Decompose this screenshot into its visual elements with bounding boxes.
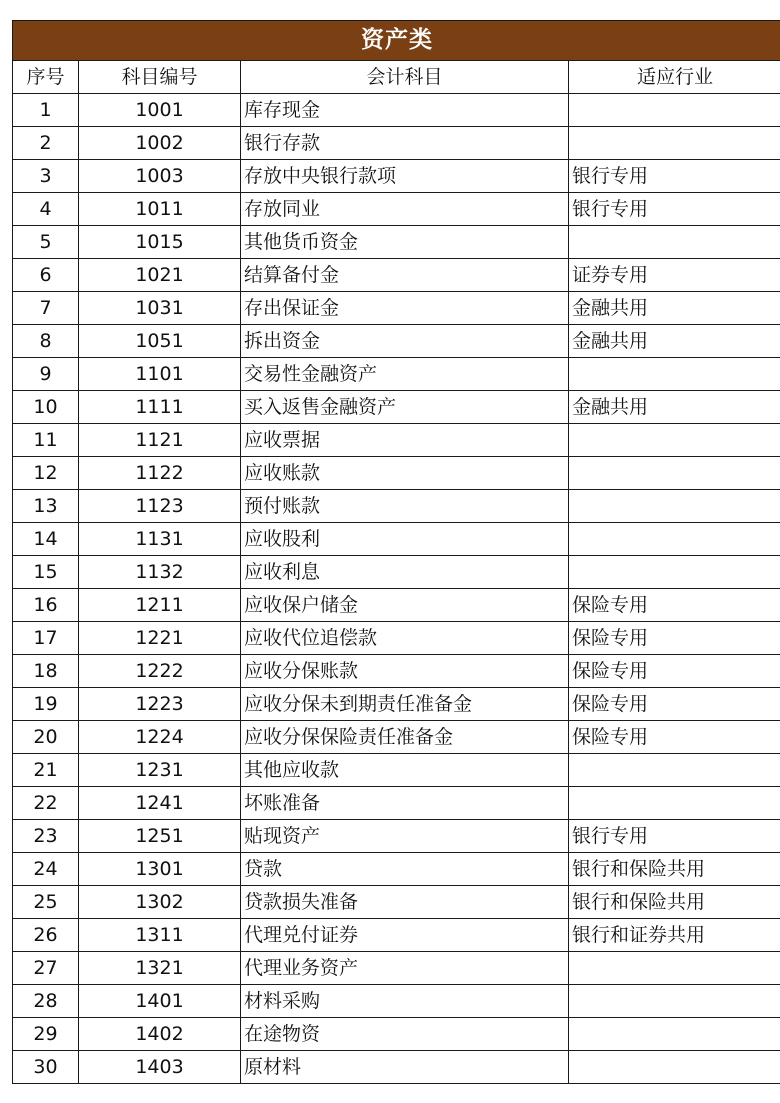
cell-code: 1003 [79,160,241,193]
cell-code: 1011 [79,193,241,226]
cell-account-name: 结算备付金 [241,259,569,292]
table-row [13,259,780,292]
cell-account-name: 应收保户储金 [241,589,569,622]
table-row [13,952,780,985]
cell-account-name: 代理兑付证券 [241,919,569,952]
cell-account-name: 拆出资金 [241,325,569,358]
cell-seq: 19 [13,688,79,721]
cell-account-name: 交易性金融资产 [241,358,569,391]
cell-account-name: 其他货币资金 [241,226,569,259]
table-body [13,94,780,1084]
cell-seq: 13 [13,490,79,523]
cell-industry [569,556,780,589]
cell-account-name: 应收代位追偿款 [241,622,569,655]
cell-account-name: 坏账准备 [241,787,569,820]
cell-code: 1051 [79,325,241,358]
cell-industry [569,490,780,523]
cell-code: 1403 [79,1051,241,1084]
cell-account-name: 银行存款 [241,127,569,160]
cell-code: 1131 [79,523,241,556]
cell-industry: 保险专用 [569,589,780,622]
header-seq: 序号 [13,61,79,94]
table-row [13,886,780,919]
cell-seq: 28 [13,985,79,1018]
cell-seq: 3 [13,160,79,193]
cell-seq: 26 [13,919,79,952]
cell-account-name: 应收利息 [241,556,569,589]
cell-seq: 2 [13,127,79,160]
cell-account-name: 贷款 [241,853,569,886]
cell-seq: 21 [13,754,79,787]
cell-account-name: 应收分保账款 [241,655,569,688]
cell-seq: 15 [13,556,79,589]
cell-industry [569,358,780,391]
cell-industry: 银行专用 [569,820,780,853]
table-row [13,457,780,490]
cell-code: 1001 [79,94,241,127]
cell-industry: 保险专用 [569,622,780,655]
cell-code: 1401 [79,985,241,1018]
cell-seq: 18 [13,655,79,688]
cell-seq: 11 [13,424,79,457]
table-row [13,1018,780,1051]
cell-code: 1211 [79,589,241,622]
cell-code: 1002 [79,127,241,160]
cell-industry [569,226,780,259]
cell-code: 1101 [79,358,241,391]
cell-code: 1031 [79,292,241,325]
cell-industry [569,952,780,985]
cell-seq: 1 [13,94,79,127]
cell-code: 1123 [79,490,241,523]
cell-code: 1111 [79,391,241,424]
cell-industry [569,424,780,457]
cell-account-name: 应收票据 [241,424,569,457]
cell-seq: 14 [13,523,79,556]
cell-account-name: 原材料 [241,1051,569,1084]
cell-code: 1224 [79,721,241,754]
cell-industry: 银行和保险共用 [569,853,780,886]
cell-code: 1122 [79,457,241,490]
cell-industry [569,94,780,127]
table-row [13,622,780,655]
cell-code: 1223 [79,688,241,721]
cell-seq: 30 [13,1051,79,1084]
cell-seq: 17 [13,622,79,655]
cell-code: 1015 [79,226,241,259]
table-row [13,160,780,193]
cell-code: 1301 [79,853,241,886]
cell-industry [569,1051,780,1084]
table-row [13,193,780,226]
table-row [13,985,780,1018]
cell-account-name: 材料采购 [241,985,569,1018]
table-row [13,226,780,259]
cell-industry [569,523,780,556]
cell-seq: 4 [13,193,79,226]
cell-code: 1251 [79,820,241,853]
table-row [13,358,780,391]
header-code: 科目编号 [79,61,241,94]
cell-code: 1402 [79,1018,241,1051]
header-row [13,61,780,94]
cell-seq: 29 [13,1018,79,1051]
cell-industry [569,127,780,160]
cell-code: 1241 [79,787,241,820]
table-row [13,754,780,787]
table-row [13,820,780,853]
cell-account-name: 应收股利 [241,523,569,556]
cell-seq: 20 [13,721,79,754]
cell-industry: 银行和证券共用 [569,919,780,952]
cell-code: 1321 [79,952,241,985]
cell-industry [569,457,780,490]
table-title: 资产类 [13,21,780,61]
table-row [13,325,780,358]
cell-seq: 27 [13,952,79,985]
cell-industry: 银行专用 [569,160,780,193]
table-row [13,721,780,754]
cell-code: 1221 [79,622,241,655]
cell-account-name: 其他应收款 [241,754,569,787]
cell-code: 1132 [79,556,241,589]
cell-code: 1121 [79,424,241,457]
cell-industry [569,1018,780,1051]
cell-code: 1311 [79,919,241,952]
table-row [13,1051,780,1084]
cell-seq: 6 [13,259,79,292]
table-row [13,589,780,622]
cell-industry: 金融共用 [569,391,780,424]
cell-seq: 5 [13,226,79,259]
cell-industry: 保险专用 [569,655,780,688]
table-row [13,919,780,952]
cell-industry: 金融共用 [569,292,780,325]
cell-account-name: 代理业务资产 [241,952,569,985]
cell-account-name: 存出保证金 [241,292,569,325]
table-row [13,688,780,721]
cell-seq: 8 [13,325,79,358]
table-row [13,391,780,424]
table-row [13,523,780,556]
table-row [13,127,780,160]
cell-seq: 16 [13,589,79,622]
cell-industry [569,754,780,787]
header-industry: 适应行业 [569,61,780,94]
cell-account-name: 存放同业 [241,193,569,226]
table-row [13,556,780,589]
cell-account-name: 库存现金 [241,94,569,127]
cell-industry: 金融共用 [569,325,780,358]
cell-industry [569,787,780,820]
table-row [13,490,780,523]
cell-industry: 保险专用 [569,721,780,754]
cell-account-name: 应收账款 [241,457,569,490]
accounts-sheet [12,20,780,1084]
cell-seq: 24 [13,853,79,886]
cell-seq: 22 [13,787,79,820]
cell-seq: 25 [13,886,79,919]
table-row [13,787,780,820]
cell-code: 1222 [79,655,241,688]
cell-seq: 23 [13,820,79,853]
table-row [13,424,780,457]
cell-industry: 证券专用 [569,259,780,292]
cell-account-name: 应收分保未到期责任准备金 [241,688,569,721]
cell-account-name: 应收分保保险责任准备金 [241,721,569,754]
cell-code: 1302 [79,886,241,919]
table-row [13,292,780,325]
cell-account-name: 在途物资 [241,1018,569,1051]
cell-seq: 12 [13,457,79,490]
table-row [13,94,780,127]
cell-account-name: 贷款损失准备 [241,886,569,919]
table-row [13,655,780,688]
cell-account-name: 买入返售金融资产 [241,391,569,424]
cell-industry: 银行专用 [569,193,780,226]
cell-industry: 银行和保险共用 [569,886,780,919]
cell-industry: 保险专用 [569,688,780,721]
cell-industry [569,985,780,1018]
header-account-name: 会计科目 [241,61,569,94]
cell-seq: 9 [13,358,79,391]
table-row [13,853,780,886]
cell-code: 1231 [79,754,241,787]
title-row [13,21,780,61]
cell-account-name: 贴现资产 [241,820,569,853]
cell-seq: 7 [13,292,79,325]
asset-accounts-table [12,20,780,1084]
cell-seq: 10 [13,391,79,424]
cell-code: 1021 [79,259,241,292]
cell-account-name: 存放中央银行款项 [241,160,569,193]
cell-account-name: 预付账款 [241,490,569,523]
